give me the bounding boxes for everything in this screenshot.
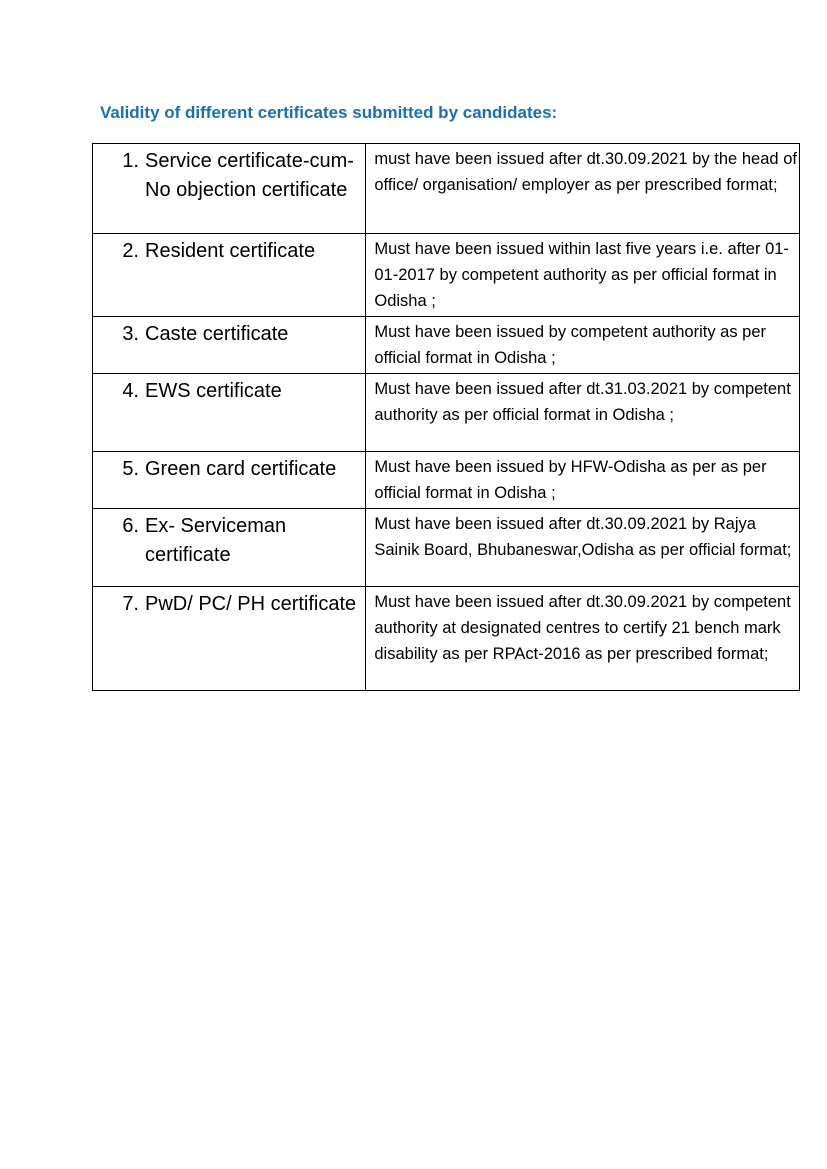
certificate-name-cell [93,234,366,317]
validity-cell [366,452,800,509]
table-row [93,317,800,374]
row-number: 7. [122,593,139,615]
row-number: 3. [122,323,139,345]
validity-text: must have been issued after dt.30.09.2021 by the head of office/ organisation/ employer as per prescribed format; [374,150,797,194]
validity-cell [366,234,800,317]
table-row [93,374,800,452]
validity-cell [366,587,800,691]
certificate-validity-table [92,143,800,691]
validity-text: Must have been issued after dt.30.09.2021 by competent authority at designated centres to certify 21 bench mark disability as per RPAct-2016 as per prescribed format; [374,593,791,663]
row-number: 4. [122,380,139,402]
row-number: 1. [122,150,139,172]
certificate-name: Caste certificate [145,323,289,345]
certificate-name-cell [93,374,366,452]
row-number: 6. [122,515,139,537]
validity-text: Must have been issued after dt.30.09.2021 by Rajya Sainik Board, Bhubaneswar,Odisha as per official format; [374,515,792,559]
certificate-name: PwD/ PC/ PH certificate [145,593,357,615]
validity-text: Must have been issued within last five years i.e. after 01-01-2017 by competent authority as per official format in Odisha ; [374,240,789,310]
certificate-name: Green card certificate [145,458,337,480]
table-row [93,234,800,317]
page-title: Validity of different certificates submitted by candidates: [100,103,558,122]
row-number: 5. [122,458,139,480]
table-row [93,587,800,691]
validity-cell [366,144,800,234]
table-row [93,144,800,234]
validity-cell [366,317,800,374]
row-number: 2. [122,240,139,262]
certificate-name: Ex- Serviceman certificate [145,515,287,566]
table-row [93,509,800,587]
certificate-name-cell [93,509,366,587]
validity-cell [366,509,800,587]
validity-text: Must have been issued after dt.31.03.2021 by competent authority as per official format in Odisha ; [374,380,791,424]
certificate-name: EWS certificate [145,380,282,402]
certificate-name: Service certificate-cum-No objection certificate [145,150,354,201]
certificate-name: Resident certificate [145,240,316,262]
table-row [93,452,800,509]
certificate-name-cell [93,452,366,509]
validity-text: Must have been issued by competent authority as per official format in Odisha ; [374,323,767,367]
certificate-name-cell [93,587,366,691]
certificate-name-cell [93,144,366,234]
validity-text: Must have been issued by HFW-Odisha as per as per official format in Odisha ; [374,458,767,502]
certificate-name-cell [93,317,366,374]
validity-cell [366,374,800,452]
